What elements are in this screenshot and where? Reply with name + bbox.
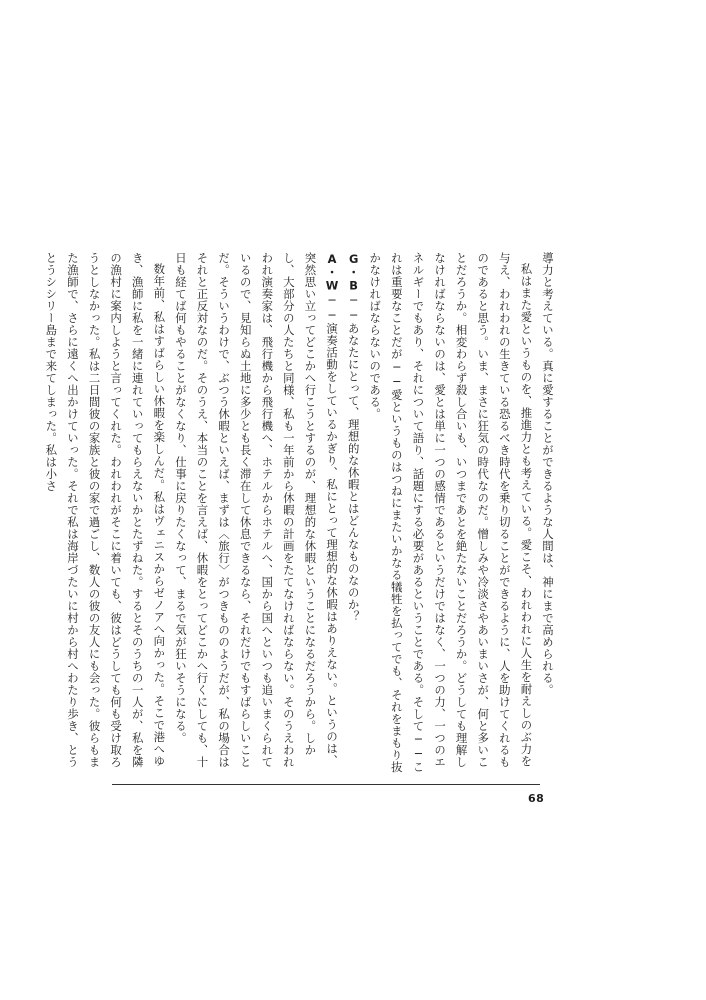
paragraph-text: 私はまた愛というものを、推進力とも考えている。愛こそ、われわれに人生を耐えしのぶ力を与え、われわれの生きている恐るべき時代を乗り切ることができるように、人を助けてくれるものであると思う。いま、まさに狂気の時代なのだ。憎しみや冷淡さやあいまいさが、何と多いことだろうか。相変わらず殺し合いも、いつまであとを絶たないことだろうか。どうしても理解しなければならないのは、愛とは単に一つの感情であるというだけではなく、一つの力、一つのエネルギーでもあり、それについて語り、話題にする必要があるということである。そして──これは重要なことだが──愛というものはつねにまたいかなる犠牲を払ってでも、それをまもり抜かなければならないのである。 <box>368 252 534 774</box>
question-paragraph <box>342 252 364 777</box>
paragraph-2 <box>364 252 537 777</box>
answer-text: 演奏活動をしているかぎり、私にとって理想的な休暇はありえない。というのは、突然思い立ってどこかへ行こうとするのが、理想的な休暇ということになるだろうから。しかし、大部分の人たちと同様、私も一年前から休暇の計画をたてなければならない。そのうえわれわれ演奏家は、飛行機から飛行機へ、ホテルからホテルへ、国から国へといつも追いまくられているので、見知らぬ土地に多少とも長く滞在して休息できるなら、それだけでもすばらしいことだ。そういうわけで、ぶつう休暇といえば、まずは〈旅行〉がつきもののようだが、私の場合はそれと正反対なのだ。そのうえ、本当のことを言えば、休暇をとってどこかへ行くにしても、十日も経てば何もやることがなくなり、仕事に戻りたくなって、まるで気が狂いそうになる。 <box>173 252 340 768</box>
paragraph-1 <box>536 252 558 777</box>
paragraph-5 <box>40 252 170 777</box>
speaker-label-gb: G・B── <box>346 252 361 323</box>
answer-paragraph <box>169 252 342 777</box>
page-number: 68 <box>528 792 545 805</box>
question-text: あなたにとって、理想的な休暇とはどんなものなのか？ <box>346 322 361 623</box>
speaker-label-aw: A・W── <box>325 252 340 323</box>
paragraph-text: 導力と考えている。真に愛することができるような人間は、神にまで高められる。 <box>541 252 555 696</box>
footer-rule <box>112 784 540 785</box>
paragraph-text: 数年前、私はすばらしい休暇を楽しんだ。私はヴェニスからゼノアへ向かった。そこで港へゆき、漁師に私を一緒に連れていってもらえないかとたずねた。するとそのうちの一人が、私を隣の漁村に案内しようと言ってくれた。われわれがそこに着いても、彼はどうしても何も受け取ろうとしなかった。私は二日間彼の家族と彼の家で過ごし、数人の彼の友人にも会った。彼らもまた漁師で、さらに遠くへ出かけていった。それで私は海岸づたいに村から村へわたり歩き、とうとうシシリー島まで来てしまった。私は小さ <box>44 252 167 768</box>
vertical-text-block <box>44 252 558 777</box>
